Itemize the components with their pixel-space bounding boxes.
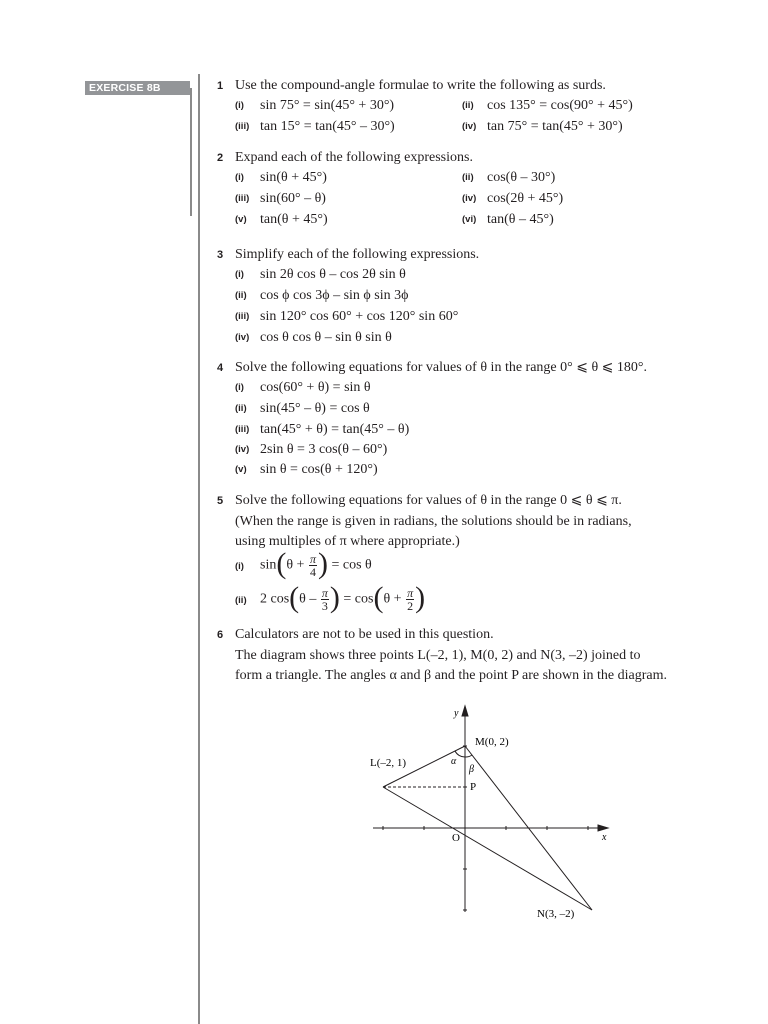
part-label: (iii) [235,311,250,322]
question-note: using multiples of π where appropriate.) [235,534,460,549]
question-text: The diagram shows three points L(–2, 1), M(0, 2) and N(3, –2) joined to [235,648,641,663]
fraction-denominator: 3 [321,599,328,613]
part-label: (i) [235,172,244,183]
alpha-label: α [451,756,457,767]
part-text: cos(θ – 30°) [487,170,556,185]
question-prompt: Solve the following equations for values of θ in the range 0° ⩽ θ ⩽ 180°. [235,360,647,375]
part-label: (i) [235,561,244,572]
right-paren: ) [317,546,328,580]
beta-arc [465,755,472,757]
x-axis-label: x [602,832,607,843]
right-paren: ) [329,580,340,614]
fraction-denominator: 4 [309,565,316,579]
origin-label: O [452,832,460,844]
part-label: (ii) [235,290,247,301]
part-label: (iii) [235,121,250,132]
fraction-denominator: 2 [407,599,414,613]
question-note: (When the range is given in radians, the solutions should be in radians, [235,514,632,529]
function-name: sin [260,557,277,573]
fraction-numerator: π [309,552,316,566]
part-text: sin 75° = sin(45° + 30°) [260,98,395,113]
left-paren: ( [373,580,384,614]
part-text: tan 75° = tan(45° + 30°) [487,119,623,134]
question-number: 2 [217,152,224,164]
part-label: (ii) [462,100,474,111]
question-prompt: Simplify each of the following expressions. [235,247,480,262]
part-label: (v) [235,464,247,475]
beta-label: β [469,764,474,775]
part-text: sin(60° – θ) [260,191,326,206]
point-N-label: N(3, –2) [537,908,575,920]
part-label: (iii) [235,193,250,204]
part-label: (ii) [235,403,247,414]
function-name: 2 cos [260,591,290,607]
x-axis-arrow [598,825,608,831]
left-paren: ( [276,546,287,580]
question-number: 1 [217,80,224,92]
part-label: (v) [235,214,247,225]
fraction-numerator: π [321,586,328,600]
rhs-function: = cos [343,591,374,607]
part-label: (iv) [462,193,477,204]
inner-term: θ – [299,591,317,607]
point-P-label: P [470,781,477,793]
inner-term: θ + [383,591,402,607]
part-text: tan(θ + 45°) [260,212,328,227]
part-text: cos(2θ + 45°) [487,191,564,206]
part-text: sin θ = cos(θ + 120°) [260,462,378,477]
part-label: (iv) [235,332,250,343]
part-text: sin 120° cos 60° + cos 120° sin 60° [260,309,459,324]
question-number: 4 [217,362,224,374]
y-axis-arrow [462,706,468,716]
part-label: (ii) [235,595,247,606]
side-LN [383,787,592,910]
question-number: 5 [217,495,224,507]
part-label: (iv) [235,444,250,455]
part-text: tan(θ – 45°) [487,212,554,227]
point-M-label: M(0, 2) [475,736,509,748]
point-L-label: L(–2, 1) [370,757,407,769]
part-text: sin 2θ cos θ – cos 2θ sin θ [260,267,406,282]
question-text: form a triangle. The angles α and β and the point P are shown in the diagram. [235,668,668,683]
question-prompt: Use the compound-angle formulae to write the following as surds. [235,78,606,93]
fraction-numerator: π [407,586,414,600]
alpha-arc [455,751,465,757]
part-text: cos(60° + θ) = sin θ [260,380,371,395]
part-text: sin(θ + 45°) [260,170,327,185]
part-label: (i) [235,269,244,280]
part-label: (i) [235,382,244,393]
question-number: 3 [217,249,224,261]
part-text: cos 135° = cos(90° + 45°) [487,98,633,113]
question-prompt: Solve the following equations for values of θ in the range 0 ⩽ θ ⩽ π. [235,493,622,508]
part-text: sin(45° – θ) = cos θ [260,401,370,416]
part-text: 2sin θ = 3 cos(θ – 60°) [260,442,388,457]
y-axis-label: y [454,708,459,719]
question-number: 6 [217,629,224,641]
part-text: cos θ cos θ – sin θ sin θ [260,330,392,345]
rhs: = cos θ [331,557,372,573]
right-paren: ) [415,580,426,614]
part-label: (vi) [462,214,477,225]
question-text: Calculators are not to be used in this question. [235,627,494,642]
question-prompt: Expand each of the following expressions. [235,150,473,165]
part-label: (i) [235,100,244,111]
part-label: (iv) [462,121,477,132]
inner-term: θ + [286,557,305,573]
part-text: tan 15° = tan(45° – 30°) [260,119,395,134]
left-paren: ( [289,580,300,614]
exercise-label: EXERCISE 8B [85,81,190,95]
part-label: (iii) [235,424,250,435]
part-text: cos ϕ cos 3ϕ – sin ϕ sin 3ϕ [260,288,409,303]
part-text: tan(45° + θ) = tan(45° – θ) [260,422,410,437]
part-label: (ii) [462,172,474,183]
